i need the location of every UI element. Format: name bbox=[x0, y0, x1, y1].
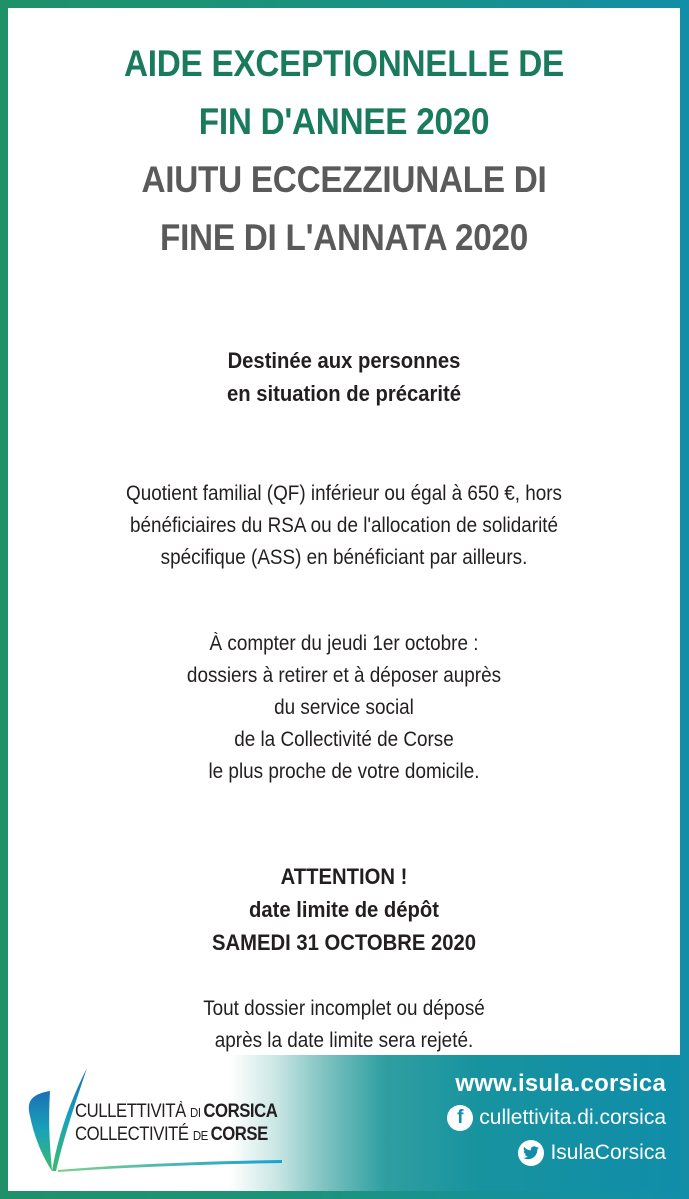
twitter-handle: IsulaCorsica bbox=[550, 1141, 666, 1164]
twitter-icon bbox=[518, 1140, 544, 1166]
instructions-line: le plus proche de votre domicile. bbox=[208, 760, 480, 783]
warning-line: Tout dossier incomplet ou déposé bbox=[203, 997, 485, 1020]
logo-line-corsican: CULLETTIVITÀ DI CORSICA bbox=[75, 1101, 278, 1122]
instructions-line: À compter du jeudi 1er octobre : bbox=[209, 632, 479, 655]
instructions-line: dossiers à retirer et à déposer auprès bbox=[186, 664, 502, 687]
title-co-line-1: AIUTU ECCEZZIUNALE DI bbox=[141, 159, 547, 200]
subtitle-line: en situation de précarité bbox=[227, 381, 461, 406]
twitter-link[interactable] bbox=[447, 1135, 666, 1170]
facebook-handle: cullettivita.di.corsica bbox=[479, 1106, 666, 1129]
logo-line-french: COLLECTIVITÉ DE CORSE bbox=[75, 1124, 268, 1145]
instructions-paragraph bbox=[42, 628, 647, 788]
website-link[interactable]: www.isula.corsica bbox=[455, 1070, 666, 1097]
warning-paragraph bbox=[42, 993, 647, 1057]
title-block bbox=[8, 35, 680, 267]
title-co-line-2: FINE DI L'ANNATA 2020 bbox=[160, 217, 528, 258]
instructions-line: de la Collectivité de Corse bbox=[234, 728, 454, 751]
eligibility-line: spécifique (ASS) en bénéficiant par ailleurs. bbox=[160, 546, 528, 569]
frame-bottom-border bbox=[0, 1191, 689, 1199]
warning-line: après la date limite sera rejeté. bbox=[214, 1029, 474, 1052]
deadline-label: date limite de dépôt bbox=[248, 897, 440, 922]
instructions-line: du service social bbox=[274, 696, 414, 719]
logo-wordmark bbox=[75, 1101, 277, 1147]
social-links bbox=[447, 1068, 666, 1170]
eligibility-line: Quotient familial (QF) inférieur ou égal à 650 €, hors bbox=[126, 482, 562, 505]
attention-block bbox=[35, 860, 653, 959]
subtitle-line: Destinée aux personnes bbox=[227, 348, 461, 373]
title-fr-line-1: AIDE EXCEPTIONNELLE DE bbox=[124, 43, 564, 84]
facebook-link[interactable] bbox=[447, 1100, 666, 1135]
deadline-date: SAMEDI 31 OCTOBRE 2020 bbox=[212, 930, 476, 955]
subtitle bbox=[35, 344, 653, 410]
eligibility-paragraph bbox=[42, 478, 647, 574]
eligibility-line: bénéficiaires du RSA ou de l'allocation de solidarité bbox=[129, 514, 559, 537]
title-fr-line-2: FIN D'ANNEE 2020 bbox=[198, 101, 490, 142]
facebook-icon: f bbox=[447, 1105, 473, 1131]
collectivite-logo bbox=[20, 1066, 290, 1176]
attention-heading: ATTENTION ! bbox=[280, 864, 408, 889]
